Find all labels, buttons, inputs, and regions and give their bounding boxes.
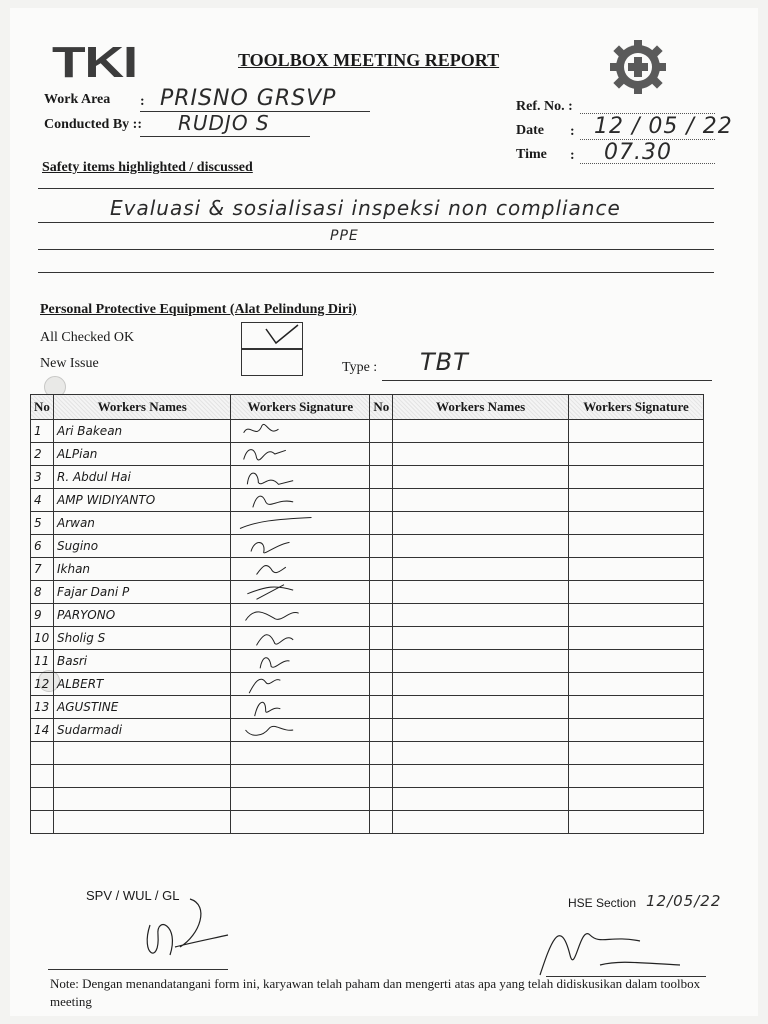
row-number (370, 811, 393, 834)
worker-signature (231, 489, 370, 512)
row-number: 3 (31, 466, 54, 489)
row-number: 8 (31, 581, 54, 604)
table-row (31, 512, 704, 535)
worker-name (393, 512, 569, 535)
worker-name: AGUSTINE (53, 696, 230, 719)
worker-signature (568, 443, 703, 466)
table-row (31, 811, 704, 834)
workers-table (30, 394, 704, 834)
all-checked-checkbox (241, 322, 303, 350)
worker-name: Fajar Dani P (53, 581, 230, 604)
row-number: 14 (31, 719, 54, 742)
worker-signature (231, 512, 370, 535)
table-row (31, 765, 704, 788)
row-number (370, 765, 393, 788)
table-row (31, 696, 704, 719)
worker-name: Sholig S (53, 627, 230, 650)
header-no: No (31, 395, 54, 420)
table-row (31, 742, 704, 765)
row-number (370, 443, 393, 466)
worker-signature (231, 788, 370, 811)
work-area-label: Work Area (44, 92, 111, 107)
row-number (370, 627, 393, 650)
worker-signature (231, 696, 370, 719)
worker-signature (568, 742, 703, 765)
worker-signature (231, 581, 370, 604)
row-number: 2 (31, 443, 54, 466)
worker-signature (568, 650, 703, 673)
table-row (31, 558, 704, 581)
worker-name (393, 765, 569, 788)
worker-name (393, 581, 569, 604)
worker-signature (568, 719, 703, 742)
new-issue-label: New Issue (40, 356, 99, 371)
worker-signature (231, 535, 370, 558)
date-colon: : (570, 124, 575, 139)
row-number (370, 489, 393, 512)
worker-name: Ari Bakean (53, 420, 230, 443)
table-row (31, 627, 704, 650)
page-title: TOOLBOX MEETING REPORT (238, 50, 500, 70)
row-number (370, 581, 393, 604)
row-number: 11 (31, 650, 54, 673)
row-number: 10 (31, 627, 54, 650)
worker-name (393, 788, 569, 811)
worker-signature (568, 420, 703, 443)
worker-name (393, 558, 569, 581)
worker-signature (231, 742, 370, 765)
row-number (370, 512, 393, 535)
safety-line-1: Evaluasi & sosialisasi inspeksi non compliance (110, 196, 621, 220)
worker-name: ALPian (53, 443, 230, 466)
row-number (31, 811, 54, 834)
worker-name (393, 627, 569, 650)
worker-name: R. Abdul Hai (53, 466, 230, 489)
row-number: 6 (31, 535, 54, 558)
row-number: 1 (31, 420, 54, 443)
table-row (31, 420, 704, 443)
spv-signature (120, 895, 250, 980)
row-number: 13 (31, 696, 54, 719)
worker-signature (231, 673, 370, 696)
time-colon: : (570, 148, 575, 163)
date-label: Date (516, 123, 544, 138)
table-row (31, 581, 704, 604)
company-logo: TKI (52, 38, 137, 87)
row-number (370, 466, 393, 489)
worker-name: Arwan (53, 512, 230, 535)
row-number (370, 719, 393, 742)
row-number (370, 535, 393, 558)
gear-cross-icon (596, 38, 680, 101)
worker-signature (568, 765, 703, 788)
row-number (31, 788, 54, 811)
header-workers-names: Workers Names (393, 395, 569, 420)
row-number (370, 420, 393, 443)
time-label: Time (516, 147, 547, 162)
worker-name: PARYONO (53, 604, 230, 627)
worker-name: AMP WIDIYANTO (53, 489, 230, 512)
table-row (31, 535, 704, 558)
worker-name (53, 811, 230, 834)
row-number: 12 (31, 673, 54, 696)
table-row (31, 489, 704, 512)
worker-name (393, 535, 569, 558)
row-number: 9 (31, 604, 54, 627)
worker-name (393, 811, 569, 834)
table-header-row (31, 395, 704, 420)
worker-signature (568, 788, 703, 811)
worker-name (393, 673, 569, 696)
row-number: 5 (31, 512, 54, 535)
worker-signature (231, 811, 370, 834)
hse-label: HSE Section (568, 896, 637, 910)
time-value: 07.30 (604, 140, 672, 165)
worker-name: ALBERT (53, 673, 230, 696)
header-no: No (370, 395, 393, 420)
worker-signature (568, 627, 703, 650)
hse-signature (530, 905, 700, 985)
row-number (370, 604, 393, 627)
worker-name (53, 742, 230, 765)
new-issue-checkbox (241, 348, 303, 376)
worker-name: Ikhan (53, 558, 230, 581)
worker-name (53, 765, 230, 788)
worker-name (393, 443, 569, 466)
worker-name (393, 719, 569, 742)
ref-no-label: Ref. No. : (516, 99, 573, 114)
table-row (31, 673, 704, 696)
type-value: TBT (420, 348, 469, 376)
table-row (31, 788, 704, 811)
worker-signature (568, 604, 703, 627)
row-number: 4 (31, 489, 54, 512)
conducted-by-value: RUDJO S (178, 111, 270, 135)
footer-note: Note: Dengan menandatangani form ini, karyawan telah paham dan mengerti atas apa yang telah didiskusikan dalam toolbox meeting (50, 976, 701, 1009)
worker-signature (568, 489, 703, 512)
spv-label: SPV / WUL / GL (86, 888, 180, 903)
worker-name (393, 696, 569, 719)
worker-signature (568, 512, 703, 535)
table-row (31, 719, 704, 742)
worker-signature (231, 719, 370, 742)
worker-name (393, 650, 569, 673)
table-row (31, 466, 704, 489)
worker-name (393, 604, 569, 627)
worker-name (393, 489, 569, 512)
conducted-by-label: Conducted By :: (44, 117, 143, 132)
safety-line-2: PPE (330, 228, 359, 244)
row-number (370, 558, 393, 581)
table-row (31, 443, 704, 466)
hse-date: 12/05/22 (646, 892, 722, 910)
checkmark-icon (242, 323, 302, 349)
safety-heading: Safety items highlighted / discussed (42, 160, 253, 175)
worker-signature (568, 535, 703, 558)
work-area-value: PRISNO GRSVP (160, 86, 337, 111)
worker-signature (568, 558, 703, 581)
worker-signature (231, 443, 370, 466)
row-number (370, 673, 393, 696)
worker-name (393, 420, 569, 443)
worker-name: Sudarmadi (53, 719, 230, 742)
row-number (370, 788, 393, 811)
row-number: 7 (31, 558, 54, 581)
worker-signature (231, 420, 370, 443)
worker-signature (231, 627, 370, 650)
worker-name (53, 788, 230, 811)
worker-signature (231, 466, 370, 489)
table-row (31, 650, 704, 673)
worker-name (393, 466, 569, 489)
worker-signature (231, 558, 370, 581)
worker-signature (231, 765, 370, 788)
type-label: Type : (342, 360, 378, 375)
worker-signature (231, 650, 370, 673)
header-workers-signature: Workers Signature (231, 395, 370, 420)
header-workers-signature: Workers Signature (568, 395, 703, 420)
work-area-colon: : (140, 94, 145, 109)
worker-signature (568, 673, 703, 696)
worker-name: Basri (53, 650, 230, 673)
row-number (370, 696, 393, 719)
worker-signature (568, 466, 703, 489)
all-checked-label: All Checked OK (40, 330, 135, 345)
worker-signature (568, 811, 703, 834)
row-number (31, 742, 54, 765)
worker-signature (568, 581, 703, 604)
worker-signature (568, 696, 703, 719)
row-number (370, 650, 393, 673)
date-value: 12 / 05 / 22 (594, 114, 733, 139)
ppe-heading: Personal Protective Equipment (Alat Pelindung Diri) (40, 302, 357, 317)
worker-signature (231, 604, 370, 627)
worker-name: Sugino (53, 535, 230, 558)
row-number (31, 765, 54, 788)
header-workers-names: Workers Names (53, 395, 230, 420)
worker-name (393, 742, 569, 765)
table-row (31, 604, 704, 627)
row-number (370, 742, 393, 765)
